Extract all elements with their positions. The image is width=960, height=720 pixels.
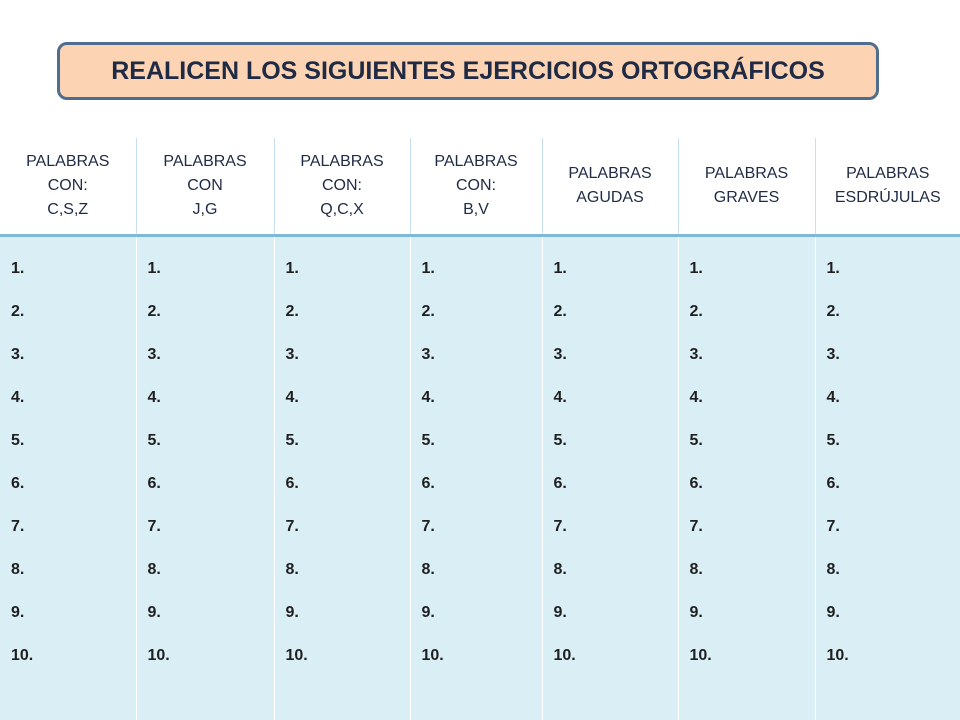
list-item-number: 2.	[421, 302, 435, 320]
header-line: GRAVES	[713, 188, 780, 206]
answer-cell-graves	[678, 235, 815, 720]
list-item-number: 7.	[553, 517, 567, 535]
list-item-number: 7.	[285, 517, 299, 535]
numbered-list	[11, 251, 136, 681]
column-header-agudas	[542, 138, 678, 235]
answer-cell-agudas	[542, 235, 678, 720]
list-item-number: 9.	[553, 603, 567, 621]
header-line: PALABRAS	[704, 164, 789, 182]
answer-cell-esdrujulas	[815, 235, 960, 720]
list-item-number: 5.	[826, 431, 840, 449]
list-item-number: 9.	[689, 603, 703, 621]
list-item-number: 7.	[147, 517, 161, 535]
list-item-number: 3.	[285, 345, 299, 363]
list-item-number: 3.	[826, 345, 840, 363]
list-item-number: 8.	[826, 560, 840, 578]
header-line: PALABRAS	[163, 152, 247, 170]
list-item-number: 9.	[285, 603, 299, 621]
answer-row	[0, 235, 960, 720]
list-item-number: 2.	[285, 302, 299, 320]
list-item-number: 5.	[11, 431, 25, 449]
list-item-number: 9.	[421, 603, 435, 621]
header-row	[0, 138, 960, 235]
numbered-list	[827, 251, 960, 681]
answer-cell-jg	[136, 235, 274, 720]
column-header-esdrujulas	[815, 138, 960, 235]
header-line: PALABRAS	[846, 164, 930, 182]
list-item-number: 1.	[421, 259, 435, 277]
list-item-number: 4.	[826, 388, 840, 406]
list-item-number: 9.	[11, 603, 25, 621]
list-item-number: 2.	[11, 302, 25, 320]
list-item-number: 6.	[826, 474, 840, 492]
list-item-number: 8.	[689, 560, 703, 578]
list-item-number: 10.	[11, 646, 34, 664]
list-item-number: 1.	[147, 259, 161, 277]
list-item-number: 4.	[421, 388, 435, 406]
list-item-number: 8.	[11, 560, 25, 578]
list-item-number: 7.	[826, 517, 840, 535]
header-line: C,S,Z	[47, 200, 89, 218]
list-item-number: 5.	[553, 431, 567, 449]
header-line: AGUDAS	[576, 188, 644, 206]
list-item-number: 8.	[553, 560, 567, 578]
list-item-number: 7.	[689, 517, 703, 535]
list-item-number: 10.	[147, 646, 170, 664]
numbered-list	[690, 251, 815, 681]
list-item-number: 6.	[285, 474, 299, 492]
list-item-number: 4.	[689, 388, 703, 406]
header-line: CON	[187, 176, 223, 194]
header-line: J,G	[192, 200, 218, 218]
column-header-jg	[136, 138, 274, 235]
header-line: CON:	[456, 176, 496, 194]
list-item-number: 9.	[826, 603, 840, 621]
numbered-list	[554, 251, 678, 681]
list-item-number: 10.	[689, 646, 712, 664]
list-item-number: 6.	[553, 474, 567, 492]
list-item-number: 2.	[689, 302, 703, 320]
list-item-number: 1.	[553, 259, 567, 277]
list-item-number: 9.	[147, 603, 161, 621]
list-item-number: 10.	[553, 646, 576, 664]
list-item-number: 5.	[421, 431, 435, 449]
list-item-number: 4.	[147, 388, 161, 406]
column-header-graves	[678, 138, 815, 235]
list-item-number: 3.	[11, 345, 25, 363]
answer-cell-csz	[0, 235, 136, 720]
header-line: PALABRAS	[434, 152, 518, 170]
list-item-number: 4.	[553, 388, 567, 406]
list-item-number: 10.	[285, 646, 308, 664]
list-item-number: 1.	[826, 259, 840, 277]
list-item-number: 8.	[285, 560, 299, 578]
column-header-bv	[410, 138, 542, 235]
exercise-table	[0, 138, 960, 720]
list-item-number: 5.	[147, 431, 161, 449]
list-item-number: 10.	[826, 646, 849, 664]
answer-cell-qcx	[274, 235, 410, 720]
list-item-number: 2.	[147, 302, 161, 320]
list-item-number: 2.	[826, 302, 840, 320]
answer-cell-bv	[410, 235, 542, 720]
list-item-number: 3.	[553, 345, 567, 363]
header-line: PALABRAS	[300, 152, 384, 170]
list-item-number: 4.	[11, 388, 25, 406]
list-item-number: 7.	[421, 517, 435, 535]
list-item-number: 10.	[421, 646, 444, 664]
title-banner	[57, 42, 879, 100]
list-item-number: 8.	[147, 560, 161, 578]
column-header-csz	[0, 138, 136, 235]
list-item-number: 1.	[689, 259, 703, 277]
header-line: B,V	[463, 200, 489, 218]
header-line: PALABRAS	[26, 152, 110, 170]
list-item-number: 1.	[11, 259, 25, 277]
header-line: ESDRÚJULAS	[834, 188, 941, 206]
column-header-qcx	[274, 138, 410, 235]
numbered-list	[422, 251, 542, 681]
numbered-list	[286, 251, 410, 681]
list-item-number: 5.	[689, 431, 703, 449]
numbered-list	[148, 251, 274, 681]
list-item-number: 4.	[285, 388, 299, 406]
list-item-number: 3.	[689, 345, 703, 363]
list-item-number: 3.	[147, 345, 161, 363]
list-item-number: 7.	[11, 517, 25, 535]
list-item-number: 5.	[285, 431, 299, 449]
list-item-number: 3.	[421, 345, 435, 363]
header-line: CON:	[47, 176, 88, 194]
list-item-number: 6.	[11, 474, 25, 492]
list-item-number: 2.	[553, 302, 567, 320]
list-item-number: 8.	[421, 560, 435, 578]
list-item-number: 1.	[285, 259, 299, 277]
list-item-number: 6.	[147, 474, 161, 492]
header-line: Q,C,X	[320, 200, 364, 218]
page-title: REALICEN LOS SIGUIENTES EJERCICIOS ORTOGRÁFICOS	[111, 56, 825, 85]
list-item-number: 6.	[689, 474, 703, 492]
header-line: CON:	[322, 176, 362, 194]
header-line: PALABRAS	[568, 164, 652, 182]
list-item-number: 6.	[421, 474, 435, 492]
exercise-table-container	[0, 138, 960, 720]
